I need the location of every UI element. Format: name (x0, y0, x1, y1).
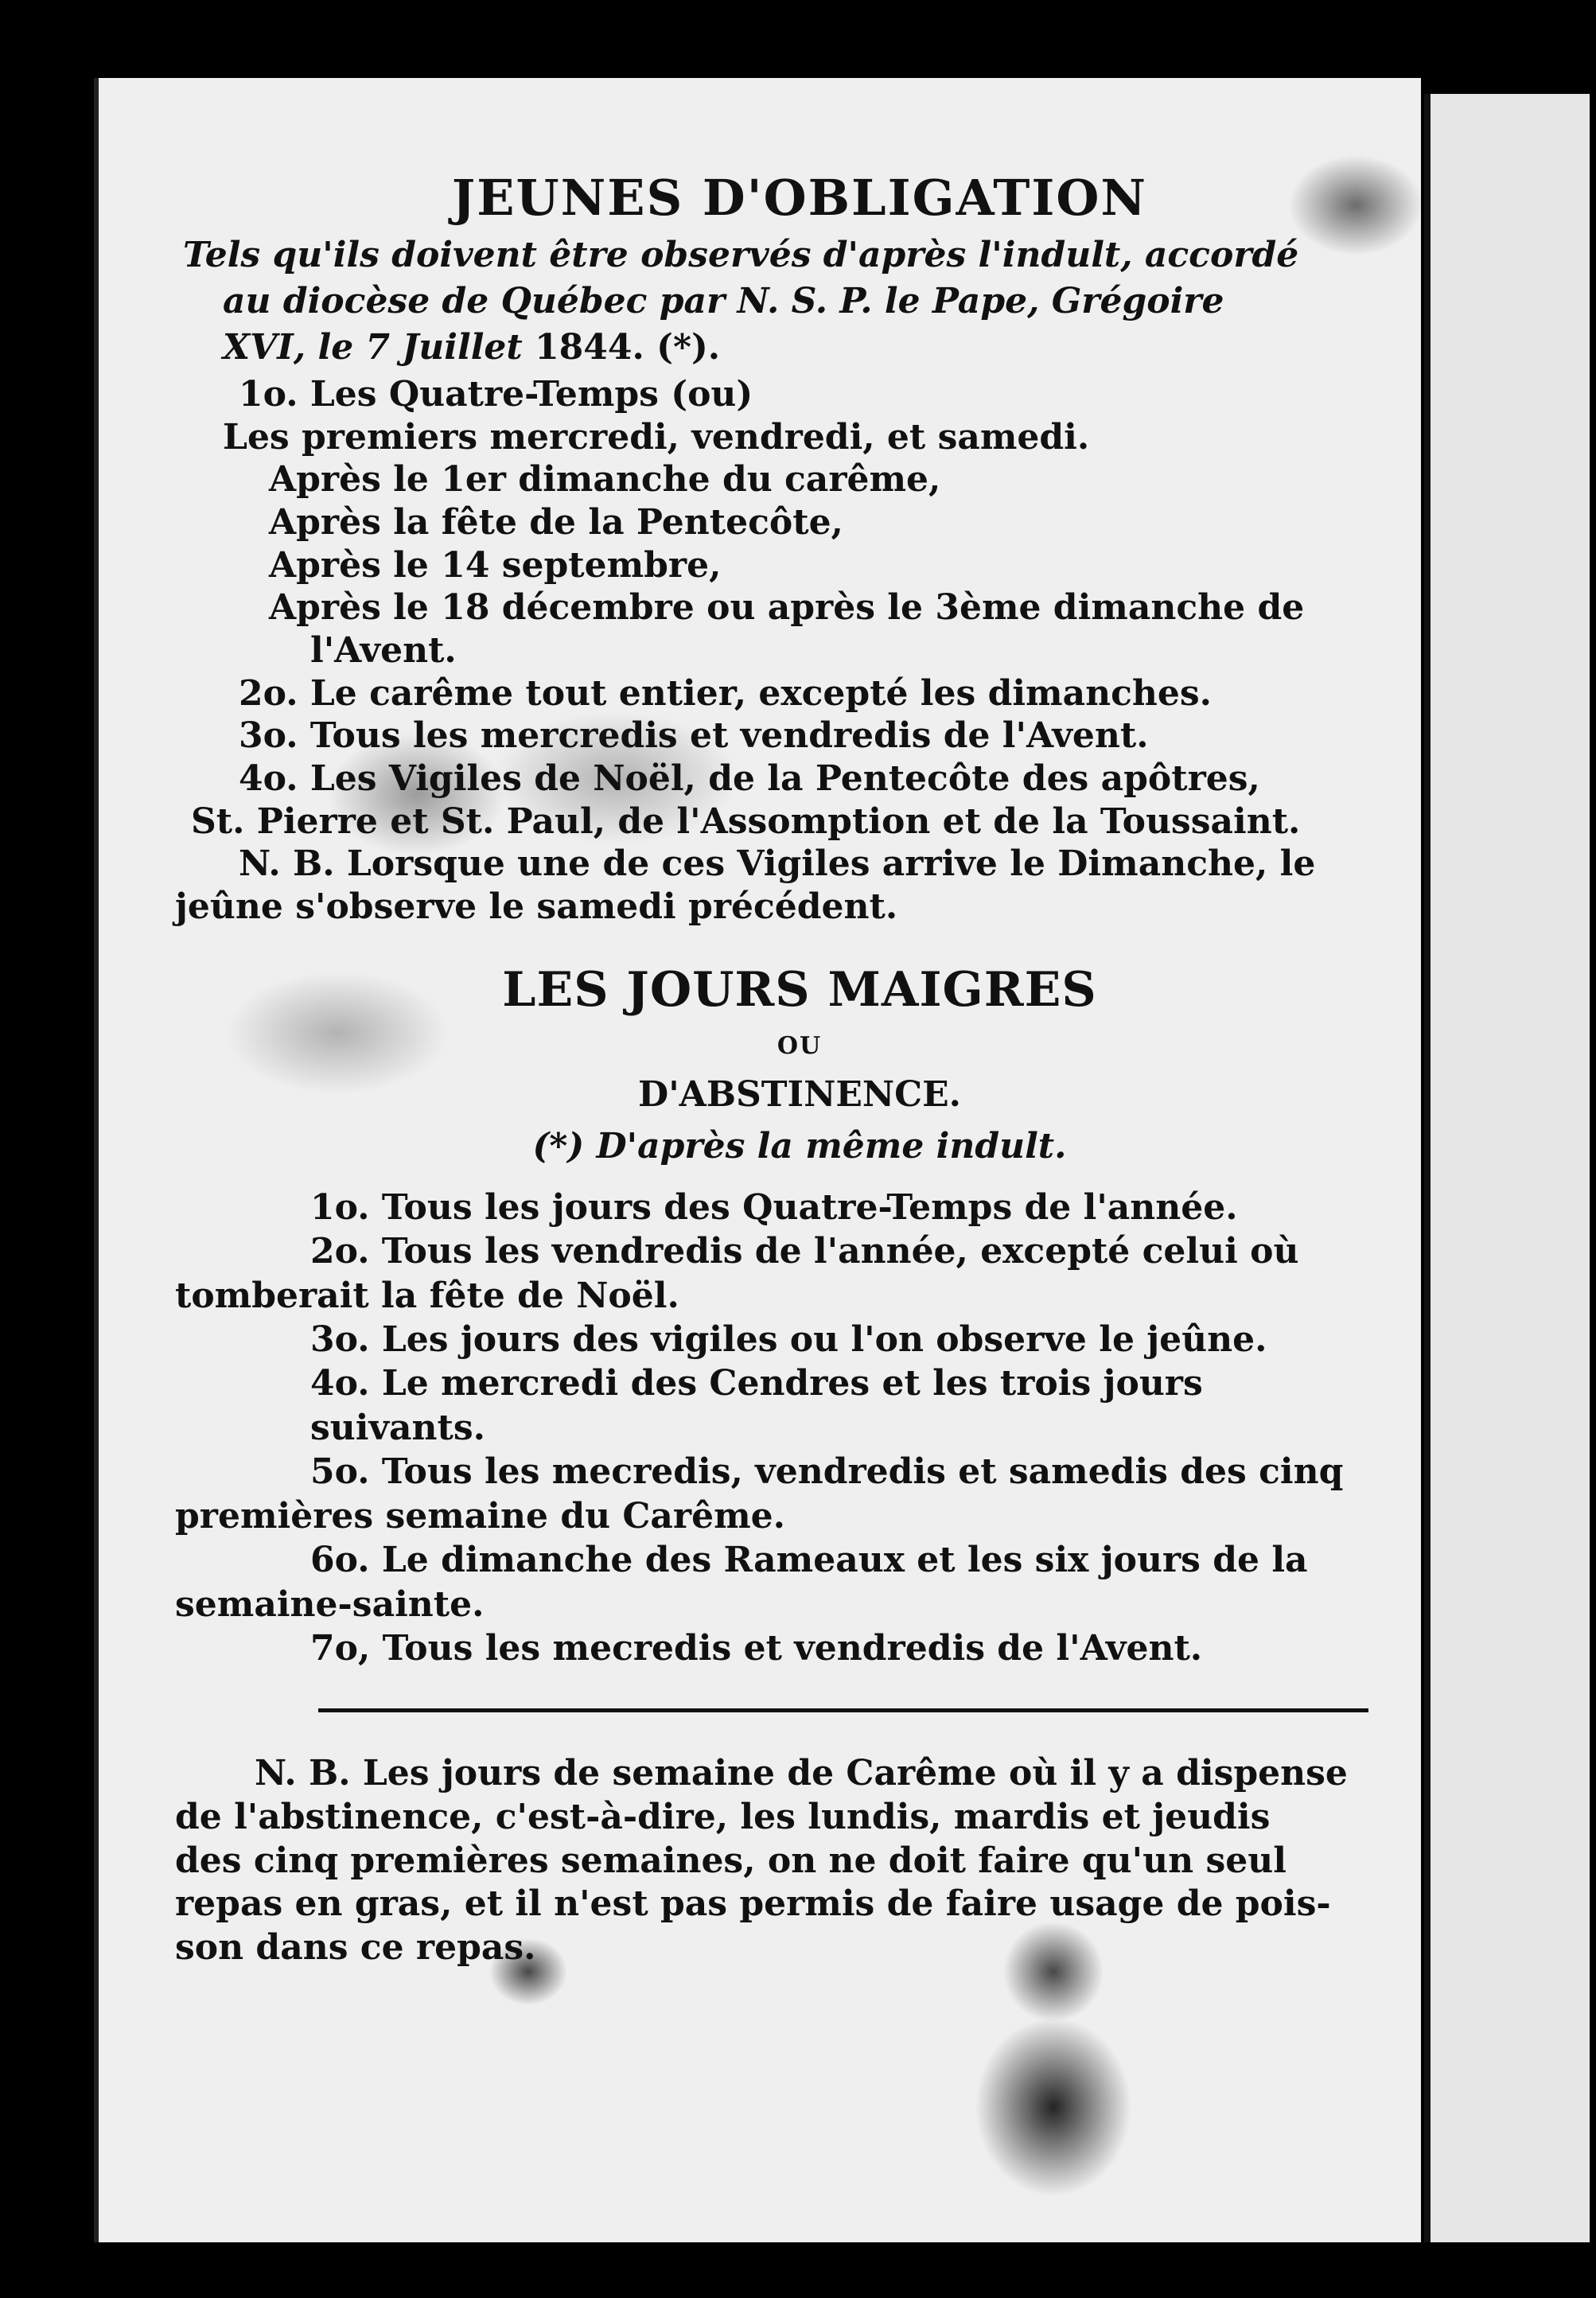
fast-nb: N. B. Lorsque une de ces Vigiles arrive le Dimanche, le (239, 843, 1316, 885)
fast-nb-cont: jeûne s'observe le samedi précédent. (175, 886, 898, 927)
section-conjunction: OU (777, 1031, 823, 1060)
page-title: JEUNES D'OBLIGATION (451, 169, 1148, 227)
abstinence-item-1: 1o. Tous les jours des Quatre-Temps de l'année. (310, 1186, 1238, 1228)
subtitle-line-3-italic: XVI, le 7 Juillet (223, 327, 523, 368)
fast-item-1: 1o. Les Quatre-Temps (ou) (239, 373, 753, 415)
abstinence-item-4: 4o. Le mercredi des Cendres et les trois jours suivants. (310, 1363, 1203, 1448)
subtitle-line-3 (223, 327, 1376, 368)
fast-date-2: Après la fête de la Pentecôte, (269, 501, 843, 543)
nb-line-4: repas en gras, et il n'est pas permis de faire usage de pois- (175, 1883, 1331, 1925)
section-subtitle: D'ABSTINENCE. (638, 1073, 961, 1115)
fast-date-1: Après le 1er dimanche du carême, (269, 459, 941, 500)
fast-item-3: 3o. Tous les mercredis et vendredis de l'Avent. (239, 715, 1149, 757)
abstinence-item-2-cont: tomberait la fête de Noël. (175, 1275, 679, 1316)
divider-rule (318, 1708, 1368, 1712)
document-content (175, 169, 1376, 1969)
nb-line-2: de l'abstinence, c'est-à-dire, les lundis, mardis et jeudis (175, 1797, 1271, 1837)
section-title-abstinence: LES JOURS MAIGRES (502, 961, 1097, 1018)
subtitle-line-2: au diocèse de Québec par N. S. P. le Pape, Grégoire (223, 281, 1224, 322)
adjacent-page-edge (1424, 94, 1590, 2242)
abstinence-item-6-cont: semaine-sainte. (175, 1583, 485, 1625)
fast-date-4-cont: l'Avent. (310, 629, 457, 671)
subtitle-block (183, 235, 1376, 368)
fast-item-1-detail: Les premiers mercredi, vendredi, et samedi. (223, 416, 1090, 458)
abstinence-item-5: 5o. Tous les mecredis, vendredis et samedis des cinq (310, 1451, 1344, 1493)
fasts-list (175, 373, 1376, 929)
abstinence-item-5-cont: premières semaine du Carême. (175, 1495, 785, 1537)
abstinence-item-7: 7o, Tous les mecredis et vendredis de l'Avent. (310, 1628, 1203, 1669)
fast-item-2: 2o. Le carême tout entier, excepté les dimanches. (239, 672, 1212, 714)
nb-line-3: des cinq premières semaines, on ne doit faire qu'un seul (175, 1840, 1287, 1881)
abstinence-item-6: 6o. Le dimanche des Rameaux et les six jours de la (310, 1540, 1308, 1581)
fast-item-4: 4o. Les Vigiles de Noël, de la Pentecôte des apôtres, (239, 758, 1260, 799)
section-note: (*) D'après la même indult. (532, 1125, 1067, 1167)
abstinence-item-2: 2o. Tous les vendredis de l'année, excepté celui où (310, 1231, 1299, 1272)
abstinence-list (175, 1186, 1376, 1671)
nb-line-5: son dans ce repas. (175, 1926, 536, 1968)
fast-date-4: Après le 18 décembre ou après le 3ème dimanche de (269, 587, 1305, 629)
subtitle-date: 1844. (*). (535, 327, 721, 368)
nb-paragraph (175, 1752, 1376, 1969)
fast-item-4-cont: St. Pierre et St. Paul, de l'Assomption et de la Toussaint. (191, 800, 1301, 842)
nb-line-1: N. B. Les jours de semaine de Carême où il y a dispense (255, 1753, 1348, 1794)
abstinence-item-3: 3o. Les jours des vigiles ou l'on observe le jeûne. (310, 1318, 1267, 1360)
subtitle-line-1: Tels qu'ils doivent être observés d'après l'indult, accordé (183, 235, 1299, 276)
fast-date-3: Après le 14 septembre, (269, 544, 722, 586)
